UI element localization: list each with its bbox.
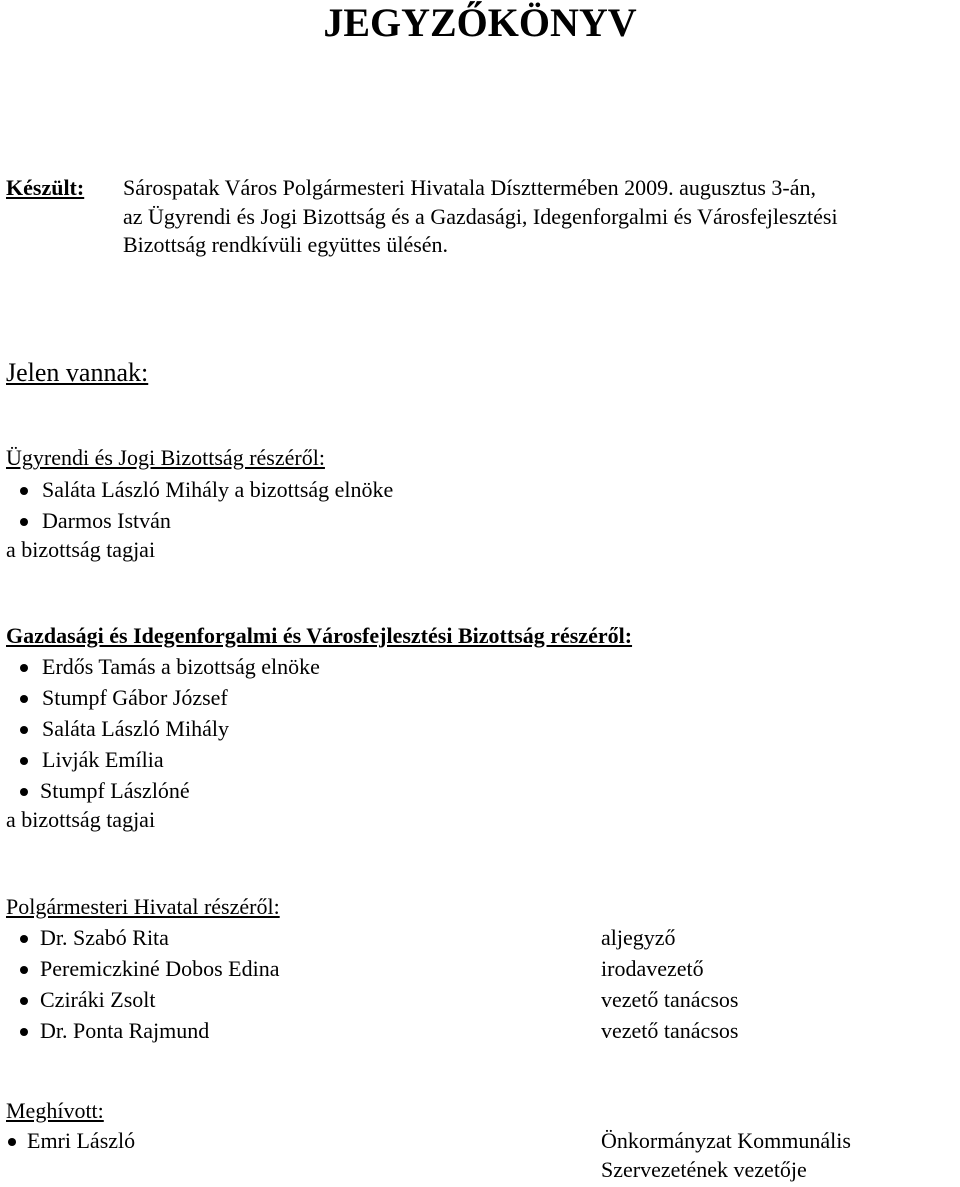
bullet-icon [20, 788, 28, 796]
bullet-icon [8, 1138, 16, 1146]
bullet-icon [20, 487, 28, 495]
committee1-member: Saláta László Mihály a bizottság elnöke [42, 477, 394, 502]
bullet-icon [20, 695, 28, 703]
present-heading: Jelen vannak: [6, 358, 149, 387]
made-text [123, 174, 958, 260]
office-member-role: vezető tanácsos [601, 1018, 739, 1043]
made-line: az Ügyrendi és Jogi Bizottság és a Gazdasági, Idegenforgalmi és Városfejlesztési [123, 203, 838, 229]
made-label: Készült: [6, 175, 85, 200]
office-member-role: irodavezető [601, 956, 704, 981]
office-member-name: Peremiczkiné Dobos Edina [40, 956, 280, 981]
committee2-heading: Gazdasági és Idegenforgalmi és Városfejlesztési Bizottság részéről: [6, 623, 633, 648]
bullet-icon [20, 966, 28, 974]
office-member-name: Dr. Szabó Rita [40, 925, 169, 950]
office-member-name: Dr. Ponta Rajmund [40, 1018, 210, 1043]
committee2-member: Stumpf Gábor József [42, 685, 228, 710]
invited-role-line: Önkormányzat Kommunális [601, 1128, 851, 1153]
office-member-role: vezető tanácsos [601, 987, 739, 1012]
office-member-role: aljegyző [601, 925, 676, 950]
committee2-member: Erdős Tamás a bizottság elnöke [42, 654, 320, 679]
invited-name: Emri László [27, 1128, 136, 1153]
bullet-icon [20, 664, 28, 672]
bullet-icon [20, 1028, 28, 1036]
office-heading: Polgármesteri Hivatal részéről: [6, 894, 280, 919]
made-line: Sárospatak Város Polgármesteri Hivatala Díszttermében 2009. augusztus 3-án, [123, 175, 817, 200]
invited-heading: Meghívott: [6, 1098, 104, 1123]
bullet-icon [20, 757, 28, 765]
bullet-icon [20, 997, 28, 1005]
bullet-icon [20, 935, 28, 943]
committee2-member: Saláta László Mihály [42, 716, 229, 741]
committee1-heading: Ügyrendi és Jogi Bizottság részéről: [6, 445, 325, 470]
bullet-icon [20, 518, 28, 526]
committee2-member: Stumpf Lászlóné [40, 778, 190, 803]
bullet-icon [20, 726, 28, 734]
made-line: Bizottság rendkívüli együttes ülésén. [123, 232, 449, 257]
committee1-note: a bizottság tagjai [6, 537, 156, 562]
committee1-member: Darmos István [42, 508, 171, 533]
office-member-name: Cziráki Zsolt [40, 987, 156, 1012]
document-title: JEGYZŐKÖNYV [323, 0, 637, 45]
invited-role-line: Szervezetének vezetője [601, 1157, 807, 1182]
committee2-note: a bizottság tagjai [6, 807, 156, 832]
committee2-member: Livják Emília [42, 747, 164, 772]
